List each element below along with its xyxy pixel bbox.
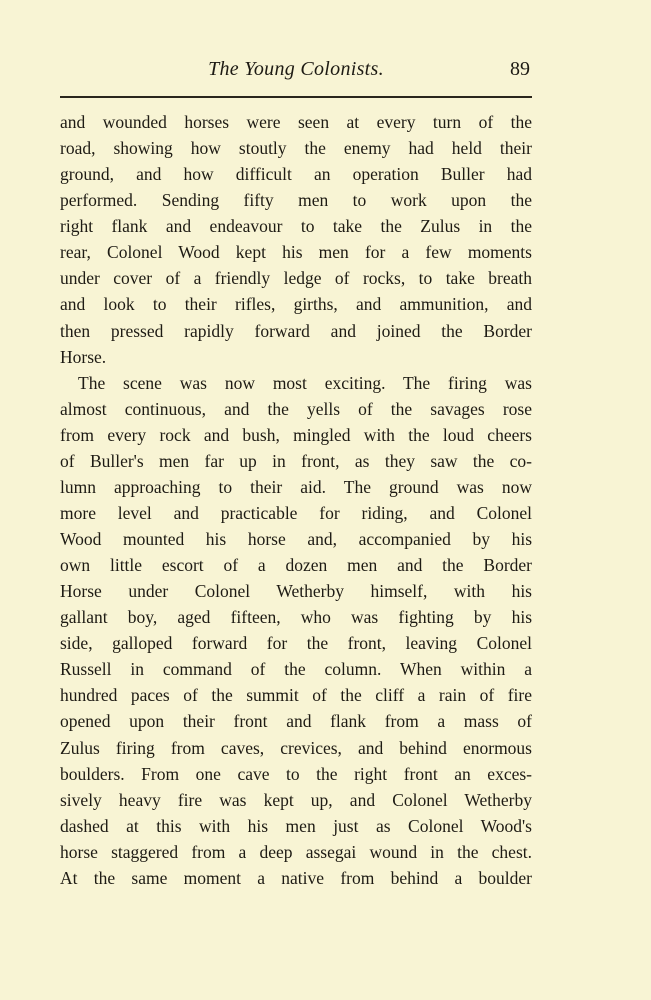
text-line: Zulus firing from caves, crevices, and behind enormous [60,737,532,758]
text-line: more level and practicable for riding, and Colonel [60,502,532,523]
text-line: side, galloped forward for the front, leaving Colonel [60,633,532,654]
text-line: of Buller's men far up in front, as they saw the co- [60,450,532,471]
paragraph [60,370,532,891]
text-line: Wood mounted his horse and, accompanied by his [60,529,532,549]
text-line: At the same moment a native from behind a boulder [60,867,532,888]
text-line: under cover of a friendly ledge of rocks, to take breath [60,268,532,289]
text-line: and look to their rifles, girths, and ammunition, and [60,294,532,315]
text-line: dashed at this with his men just as Colonel Wood's [60,815,532,836]
page-number: 89 [510,58,530,80]
page-header [60,56,532,86]
text-line: and wounded horses were seen at every turn of the [60,112,532,132]
text-line: lumn approaching to their aid. The ground was now [60,476,532,497]
text-line: Horse. [60,346,107,367]
text-line: The scene was now most exciting. The firing was [78,372,532,393]
text-line: right flank and endeavour to take the Zulus in the [60,216,532,237]
header-rule [60,96,532,98]
text-line: own little escort of a dozen men and the Border [60,555,532,576]
text-line: horse staggered from a deep assegai wound in the chest. [60,841,532,862]
text-line: Russell in command of the column. When within a [60,659,532,680]
text-line: opened upon their front and flank from a mass of [60,711,532,732]
text-line: hundred paces of the summit of the cliff a rain of fire [60,685,532,706]
running-title: The Young Colonists. [208,58,384,80]
text-line: from every rock and bush, mingled with the loud cheers [60,424,532,445]
text-line: gallant boy, aged fifteen, who was fighting by his [60,607,532,628]
text-line: Horse under Colonel Wetherby himself, with his [60,581,532,602]
text-line: ground, and how difficult an operation Buller had [60,164,532,185]
text-line: boulders. From one cave to the right front an exces- [60,763,532,784]
text-line: then pressed rapidly forward and joined the Border [60,320,532,341]
text-line: rear, Colonel Wood kept his men for a few moments [60,242,532,263]
text-line: almost continuous, and the yells of the savages rose [60,398,532,419]
text-line: performed. Sending fifty men to work upon the [60,190,532,211]
body-text [60,109,532,891]
text-line: road, showing how stoutly the enemy had held their [60,138,532,159]
paragraph [60,109,532,370]
text-line: sively heavy fire was kept up, and Colonel Wetherby [60,789,532,810]
